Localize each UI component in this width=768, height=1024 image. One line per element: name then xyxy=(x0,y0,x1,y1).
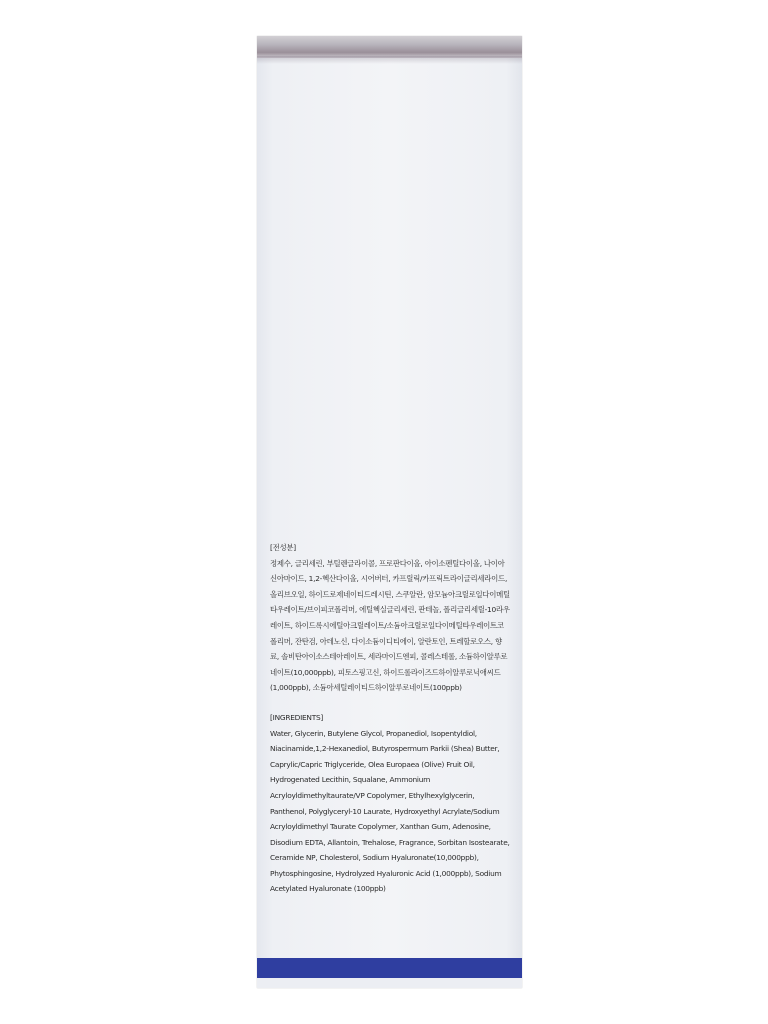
english-ingredients xyxy=(270,710,510,897)
box-bottom-edge xyxy=(257,978,522,988)
english-ingredients-heading: [INGREDIENTS] xyxy=(270,712,324,722)
korean-ingredients-list: 정제수, 글리세린, 부틸렌글라이콜, 프로판다이올, 아이소펜틸다이올, 나이아신아마이드, 1,2-헥산다이올, 시어버터, 카프릴릭/카프릭트라이글리세라이드, 올리브오일, 하이드로제네이티드레시틴, 스쿠알란, 암모늄아크릴로일다이메틸타우레이트/브이피코폴리머, 에틸헥실글리세린, 판테놀, 폴리글리세릴-10라우레이트, 하이드록시에틸아크릴레이트/소듐아크릴로일다이메틸타우레이트코폴리머, 잔탄검, 아데노신, 다이소듐이디티에이, 알란토인, 트레할로오스, 향료, 솔비탄아이소스테아레이트, 세라마이드엔피, 콜레스테롤, 소듐하이알루로네이트(10,000ppb), 피토스핑고신, 하이드롤라이즈드하이알루로닉애씨드(1,000ppb), 소듐아세틸레이티드하이알루로네이트(100ppb) xyxy=(270,558,510,693)
korean-ingredients-heading: [전성분] xyxy=(270,543,296,552)
ingredients-panel xyxy=(270,540,510,897)
korean-ingredients xyxy=(270,540,510,696)
box-top-flap xyxy=(257,36,522,58)
box-blue-band xyxy=(257,958,522,978)
english-ingredients-list: Water, Glycerin, Butylene Glycol, Propanediol, Isopentyldiol, Niacinamide,1,2-Hexanediol, Butyrospermum Parkii (Shea) Butter, Caprylic/Capric Triglyceride, Olea Europaea (Olive) Fruit Oil, Hydrogenated Lecithin, Squalane, Ammonium Acryloyldimethyltaurate/VP Copolymer, Ethylhexylglycerin, Panthenol, Polyglyceryl-10 Laurate, Hydroxyethyl Acrylate/Sodium Acryloyldimethyl Taurate Copolymer, Xanthan Gum, Adenosine, Disodium EDTA, Allantoin, Trehalose, Fragrance, Sorbitan Isostearate, Ceramide NP, Cholesterol, Sodium Hyaluronate(10,000ppb), Phytosphingosine, Hydrolyzed Hyaluronic Acid (1,000ppb), Sodium Acetylated Hyaluronate (100ppb) xyxy=(270,728,510,894)
